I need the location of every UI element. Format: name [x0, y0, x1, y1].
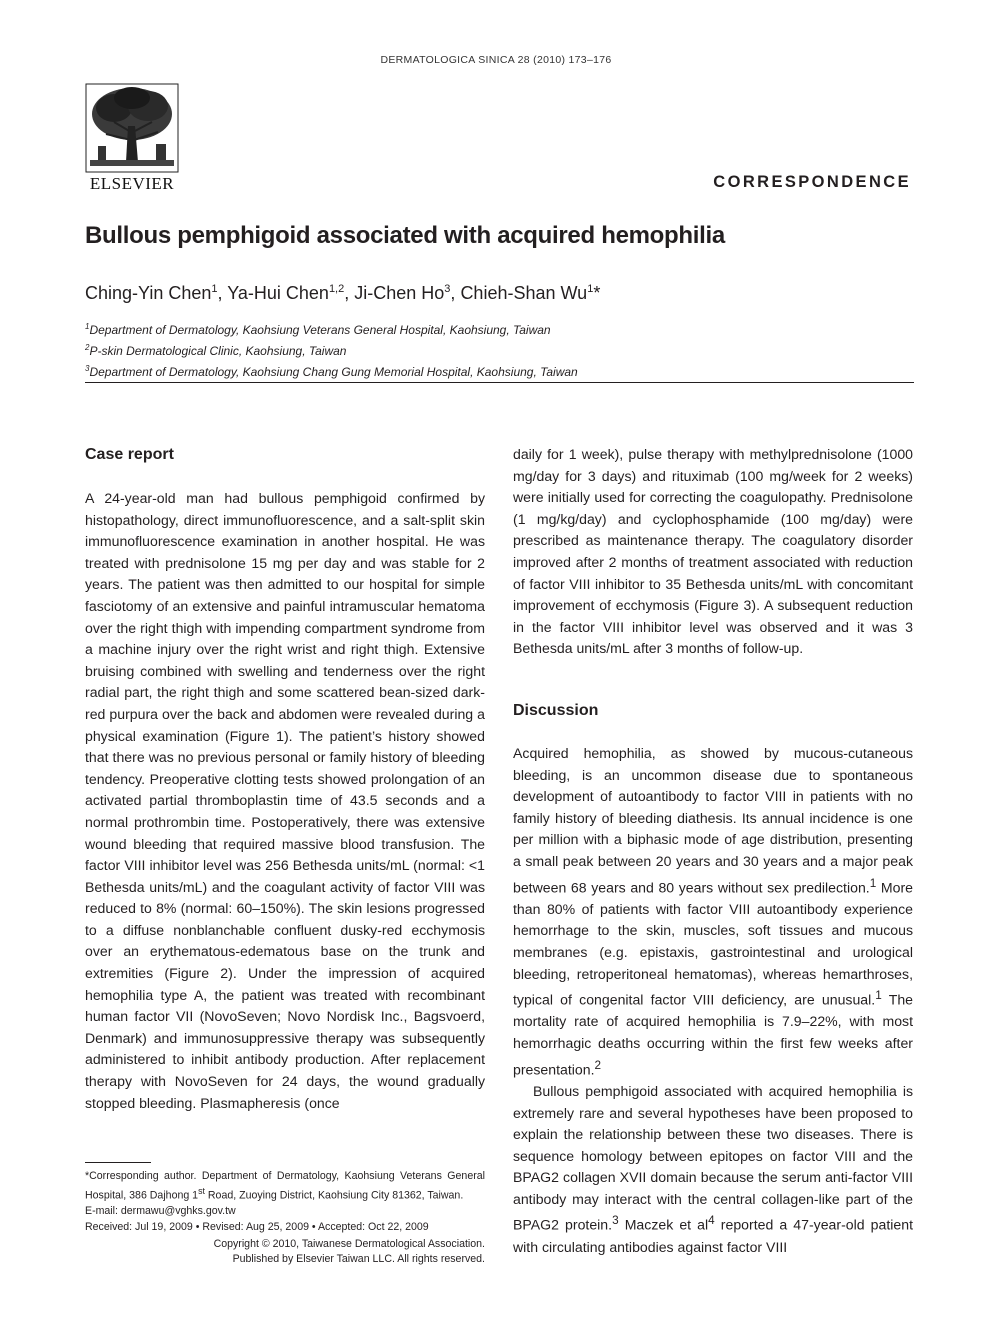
- author-affiliation-marker: 1,2: [328, 283, 345, 295]
- citation-ref: 3: [612, 1214, 619, 1228]
- affiliation-item: [85, 339, 915, 360]
- footnote-divider: [85, 1162, 151, 1163]
- affiliation-number: 3: [85, 364, 90, 373]
- author-name: Chieh-Shan Wu: [460, 283, 588, 303]
- text-run: Bullous pemphigoid associated with acquired hemophilia is extremely rare and several hypotheses have been proposed to explain the relationship between these two diseases. There is sequence homology between epitopes on factor VIII and the BPAG2 collagen XVII domain because the serum anti-factor VIII antibody may interact with the central collagen-like part of the BPAG2 protein.: [513, 1082, 913, 1234]
- affiliation-text: Department of Dermatology, Kaohsiung Chang Gung Memorial Hospital, Kaohsiung, Taiwan: [89, 365, 578, 379]
- footnote: [85, 1169, 485, 1235]
- ordinal-suffix: st: [198, 1186, 205, 1197]
- right-column: [513, 444, 913, 1258]
- text-run: More than 80% of patients with factor VIII autoantibody experience hemorrhage to the skin, muscles, soft tissues and mucous membranes (e.g. epistaxis, gastrointestinal and urological bleeding, retroperitoneal hematomas), whereas hemarthroses, typical of congenital factor VIII deficiency, are unusual.: [513, 879, 913, 1008]
- corresponding-marker: *: [593, 283, 601, 303]
- author-separator: ,: [217, 283, 228, 303]
- text-run: Maczek et al: [618, 1217, 709, 1234]
- affiliation-number: 1: [85, 322, 90, 331]
- author-affiliation-marker: 1: [587, 283, 594, 295]
- citation-ref: 4: [708, 1214, 715, 1228]
- discussion-heading: Discussion: [513, 701, 599, 719]
- author-separator: ,: [344, 283, 355, 303]
- tree-icon: [84, 82, 180, 174]
- received-dates: Received: Jul 19, 2009 • Revised: Aug 25, 2009 • Accepted: Oct 22, 2009: [85, 1220, 429, 1233]
- corresponding-author-note: [85, 1169, 485, 1204]
- discussion-paragraph-1: [513, 743, 913, 1081]
- copyright-notice: [85, 1237, 485, 1268]
- text-run: reported a 47-year-old patient with circulating antibodies against factor VIII: [513, 1217, 913, 1255]
- author-name: Ching-Yin Chen: [85, 283, 212, 303]
- affiliation-number: 2: [85, 343, 90, 352]
- text-run: Road, Zuoying District, Kaohsiung City 81362, Taiwan.: [204, 1189, 464, 1202]
- text-run: The mortality rate of acquired hemophilia is 7.9–22%, with most hemorrhagic deaths occurring within the first few weeks after presentation.: [513, 991, 913, 1078]
- affiliation-item: [85, 318, 915, 339]
- publisher-line: Published by Elsevier Taiwan LLC. All rights reserved.: [232, 1253, 485, 1266]
- header-divider: [85, 382, 914, 383]
- citation-ref: 1: [869, 876, 877, 890]
- affiliation-text: Department of Dermatology, Kaohsiung Veterans General Hospital, Kaohsiung, Taiwan: [89, 323, 551, 337]
- section-label: CORRESPONDENCE: [713, 173, 911, 191]
- citation-ref: 2: [594, 1058, 602, 1072]
- affiliation-text: P-skin Dermatological Clinic, Kaohsiung, Taiwan: [89, 344, 347, 358]
- author-affiliation-marker: 3: [444, 283, 451, 295]
- left-column: [85, 444, 485, 1114]
- elsevier-logo: [84, 82, 180, 194]
- case-report-heading: Case report: [85, 446, 174, 463]
- author-affiliation-marker: 1: [211, 283, 218, 295]
- logo-wordmark: ELSEVIER: [89, 174, 175, 193]
- author-separator: ,: [450, 283, 461, 303]
- email-line: E-mail: dermawu@vghks.gov.tw: [85, 1205, 236, 1218]
- citation-ref: 1: [875, 989, 882, 1003]
- article-title: Bullous pemphigoid associated with acquired hemophilia: [85, 222, 725, 249]
- text-run: Acquired hemophilia, as showed by mucous-cutaneous bleeding, is an uncommon disease due to spontaneous development of autoantibody to factor VIII in patients with no family history of bleeding diathesis. Its annual incidence is one per million with a biphasic mode of age distribution, presenting a small peak between 20 years and 30 years and a major peak between 68 years and 80 years without sex predilection.: [513, 744, 913, 896]
- author-list: [85, 283, 915, 304]
- journal-citation: DERMATOLOGICA SINICA 28 (2010) 173–176: [380, 54, 612, 66]
- case-report-continued: daily for 1 week), pulse therapy with methylprednisolone (1000 mg/day for 3 days) and rituximab (100 mg/week for 2 weeks) were initially used for correcting the coagulopathy. Prednisolone (1 mg/kg/day) and cyclophosphamide (100 mg/day) were prescribed as maintenance therapy. The coagulatory disorder improved after 2 months of treatment associated with reduction of factor VIII inhibitor to 35 Bethesda units/mL with concomitant improvement of ecchymosis (Figure 3). A subsequent reduction in the factor VIII inhibitor level was observed and it was 3 Bethesda units/mL after 3 months of follow-up.: [513, 446, 913, 657]
- discussion-paragraph-2: [513, 1081, 913, 1258]
- affiliation-list: [85, 318, 915, 381]
- affiliation-item: [85, 360, 915, 381]
- author-name: Ya-Hui Chen: [227, 283, 329, 303]
- author-name: Ji-Chen Ho: [354, 283, 445, 303]
- case-report-paragraph: A 24-year-old man had bullous pemphigoid confirmed by histopathology, direct immunofluorescence, and a salt-split skin immunofluorescence examination in another hospital. He was treated with prednisolone 15 mg per day and was stable for 2 years. The patient was then admitted to our hospital for simple fasciotomy of an extensive and painful intramuscular hematoma over the right thigh with impending compartment syndrome from a machine injury over the right wrist and right thigh. Extensive bruising combined with swelling and tenderness over the right radial part, the right thigh and some scattered bean-sized dark-red purpura over the back and abdomen were revealed during a physical examination (Figure 1). The patient’s history showed that there was no previous personal or family history of bleeding tendency. Preoperative clotting tests showed prolongation of an activated partial thromboplastin time of 43.5 seconds and a normal prothrombin time. Postoperatively, there was extensive wound bleeding that required massive blood transfusion. The factor VIII inhibitor level was 256 Bethesda units/mL (normal: <1 Bethesda units/mL) and the coagulant activity of factor VIII was reduced to 8% (normal: 60–150%). The skin lesions progressed to a diffuse nonblanchable confluent dusky-red ecchymosis over an erythematous-edematous base on the trunk and extremities (Figure 2). Under the impression of acquired hemophilia type A, the patient was treated with recombinant human factor VII (NovoSeven; Novo Nordisk Inc., Bagsvoerd, Denmark) and immunosuppressive therapy was subsequently administered to inhibit antibody production. After replacement therapy with NovoSeven for 24 days, the wound gradually stopped bleeding. Plasmapheresis (once: [85, 490, 485, 1111]
- text-run: *Corresponding author. Department of Dermatology, Kaohsiung Veterans General Hospital, 386 Dajhong 1: [85, 1170, 485, 1202]
- copyright-line: Copyright © 2010, Taiwanese Dermatological Association.: [213, 1238, 485, 1250]
